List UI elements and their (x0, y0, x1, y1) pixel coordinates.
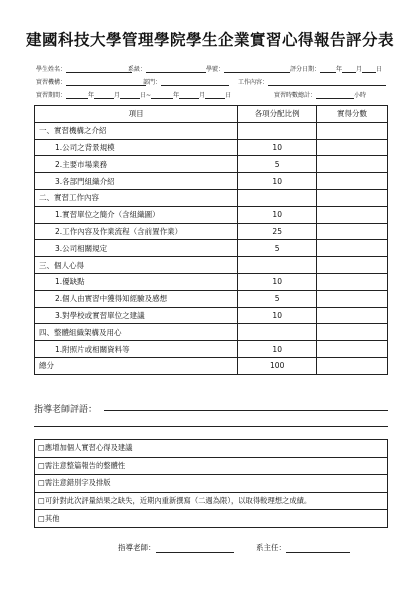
score-cell[interactable] (317, 223, 388, 240)
score-date-label: 評分日期： (290, 66, 321, 73)
period-field[interactable]: 實習期間： 年 月 日~ 年 月 日 (36, 92, 232, 99)
score-cell[interactable] (317, 273, 388, 290)
checklist-item[interactable] (35, 492, 388, 510)
checklist-item[interactable] (35, 457, 388, 475)
row-label: 3.對學校或實習單位之建議 (35, 307, 238, 324)
table-row (35, 173, 388, 190)
score-cell[interactable] (317, 173, 388, 190)
checklist-label: □需注意錯別字及排版 (35, 475, 388, 493)
score-cell[interactable] (317, 307, 388, 324)
row-weight (238, 122, 317, 139)
month-label: 月 (356, 66, 363, 73)
row-weight: 10 (238, 173, 317, 190)
chair-label: 系主任： (256, 543, 286, 552)
table-row (35, 290, 388, 307)
section-row (35, 324, 388, 341)
row-label: 二、實習工作內容 (35, 189, 238, 206)
institution-label: 實習機構： (36, 79, 67, 86)
header-score: 實得分數 (317, 106, 388, 123)
department-label: 部門： (143, 79, 162, 86)
section-row (35, 122, 388, 139)
row-label: 3.各部門組織介紹 (35, 173, 238, 190)
score-cell[interactable] (317, 290, 388, 307)
table-row (35, 307, 388, 324)
score-table (34, 105, 388, 375)
row-weight: 25 (238, 223, 317, 240)
row-weight: 100 (238, 357, 317, 374)
teacher-label: 指導老師： (118, 543, 156, 552)
checklist-label: □其他 (35, 510, 388, 528)
row-weight: 5 (238, 290, 317, 307)
work-content-field[interactable] (238, 77, 386, 86)
score-cell (317, 257, 388, 274)
row-weight: 5 (238, 240, 317, 257)
row-label: 1.公司之背景規模 (35, 139, 238, 156)
row-weight: 10 (238, 341, 317, 358)
score-cell[interactable] (317, 341, 388, 358)
table-row (35, 156, 388, 173)
row-weight: 10 (238, 273, 317, 290)
total-row (35, 357, 388, 374)
checklist-label: □需注意整篇報告的整體性 (35, 457, 388, 475)
day-label: 日 (376, 66, 383, 73)
comment-label: 指導老師評語： (34, 405, 98, 415)
row-label: 三、個人心得 (35, 257, 238, 274)
hours-unit-label: 小時 (354, 92, 367, 99)
table-row (35, 273, 388, 290)
class-label: 系級： (128, 66, 147, 73)
score-cell (317, 324, 388, 341)
row-weight: 5 (238, 156, 317, 173)
checklist-label: □可針對此次評量結果之缺失，近期內重新撰寫（二週為限），以取得較理想之成績。 (35, 492, 388, 510)
row-label: 1.優缺點 (35, 273, 238, 290)
row-label: 1.附照片或相關資料等 (35, 341, 238, 358)
row-weight (238, 189, 317, 206)
class-field[interactable] (128, 64, 206, 73)
student-name-label: 學生姓名： (36, 66, 67, 73)
table-header-row (35, 106, 388, 123)
department-field[interactable] (143, 77, 229, 86)
score-cell[interactable] (317, 206, 388, 223)
student-name-field[interactable] (36, 64, 132, 73)
checklist-item[interactable] (35, 510, 388, 528)
row-label: 一、實習機構之介紹 (35, 122, 238, 139)
checklist-item[interactable] (35, 440, 388, 458)
row-weight (238, 257, 317, 274)
section-row (35, 257, 388, 274)
table-row (35, 206, 388, 223)
row-label: 2.個人由實習中獲得知經驗及感想 (35, 290, 238, 307)
checklist-label: □應增加個人實習心得及建議 (35, 440, 388, 458)
score-cell[interactable] (317, 156, 388, 173)
header-weight: 各項分配比例 (238, 106, 317, 123)
row-weight: 10 (238, 206, 317, 223)
row-weight: 10 (238, 307, 317, 324)
hours-total-label: 實習時數總計： (274, 92, 317, 99)
page-title: 建國科技大學管理學院學生企業實習心得報告評分表 (25, 30, 394, 49)
row-label: 總分 (35, 357, 238, 374)
institution-field[interactable] (36, 77, 146, 86)
score-cell (317, 122, 388, 139)
table-row (35, 341, 388, 358)
header-item: 項目 (35, 106, 238, 123)
checklist-item[interactable] (35, 475, 388, 493)
work-content-label: 工作內容： (238, 79, 269, 86)
chair-signature[interactable] (256, 542, 350, 553)
table-row (35, 223, 388, 240)
score-cell[interactable] (317, 139, 388, 156)
score-cell (317, 189, 388, 206)
score-date-field[interactable] (290, 64, 382, 73)
row-label: 2.主要市場業務 (35, 156, 238, 173)
score-cell[interactable] (317, 240, 388, 257)
student-id-field[interactable] (206, 64, 290, 73)
table-row (35, 139, 388, 156)
row-label: 2.工作內容及作業流程（含前置作業） (35, 223, 238, 240)
row-label: 3.公司相關規定 (35, 240, 238, 257)
hours-total-field[interactable] (274, 90, 366, 99)
year-label: 年 (336, 66, 343, 73)
row-weight (238, 324, 317, 341)
score-cell[interactable] (317, 357, 388, 374)
row-weight: 10 (238, 139, 317, 156)
row-label: 四、整體組織架構及用心 (35, 324, 238, 341)
period-label: 實習期間： (36, 92, 67, 99)
student-id-label: 學號： (206, 66, 225, 73)
comment-line[interactable] (104, 410, 388, 411)
table-row (35, 240, 388, 257)
teacher-signature[interactable] (118, 542, 234, 553)
row-label: 1.實習單位之簡介（含組織圖） (35, 206, 238, 223)
comment-line[interactable] (34, 426, 388, 427)
checklist-table (34, 439, 388, 528)
section-row (35, 189, 388, 206)
